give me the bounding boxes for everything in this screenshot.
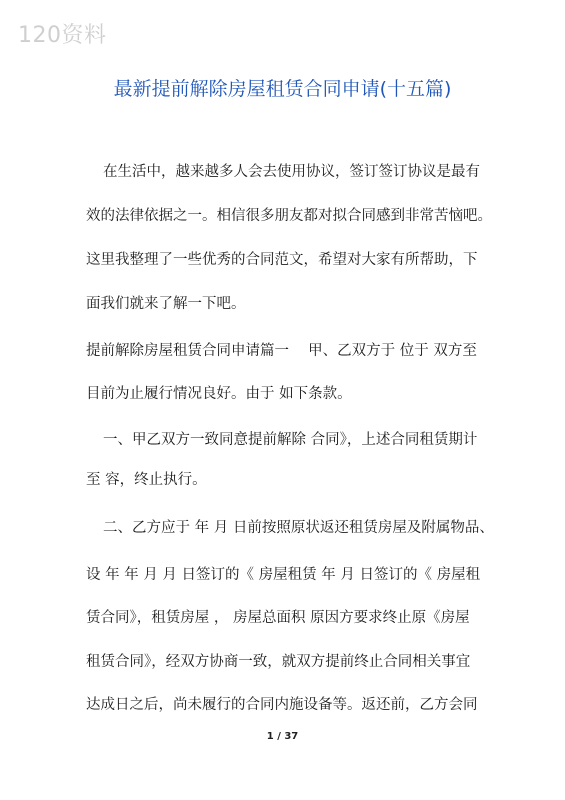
paragraph-line: 达成日之后，尚未履行的合同内施设备等。返还前，乙方会同 — [86, 697, 478, 713]
document-title: 最新提前解除房屋租赁合同申请(十五篇) — [113, 78, 452, 100]
paragraph-line: 二、乙方应于 年 月 日前按照原状返还租赁房屋及附属物品、 — [103, 520, 494, 536]
paragraph-line: 这里我整理了一些优秀的合同范文，希望对大家有所帮助，下 — [86, 252, 478, 268]
page-number: 1 / 37 — [266, 731, 299, 742]
paragraph-line: 效的法律依据之一。相信很多朋友都对拟合同感到非常苦恼吧。 — [86, 208, 492, 224]
paragraph-line: 在生活中，越来越多人会去使用协议，签订签订协议是最有 — [103, 164, 480, 180]
paragraph-line: 目前为止履行情况良好。由于 如下条款。 — [86, 386, 352, 402]
paragraph-line: 租赁合同》，经双方协商一致，就双方提前终止合同相关事宜 — [86, 654, 471, 670]
paragraph-line: 赁合同》，租赁房屋 ， 房屋总面积 原因方要求终止原《房屋 — [86, 610, 470, 626]
paragraph-line: 设 年 年 月 月 日签订的《 房屋租赁 年 月 日签订的《 房屋租 — [86, 567, 481, 583]
paragraph-line: 一、甲乙双方一致同意提前解除 合同》，上述合同租赁期计 — [103, 432, 478, 448]
paragraph-line: 面我们就来了解一下吧。 — [86, 296, 246, 312]
paragraph-line: 至 容，终止执行。 — [86, 472, 207, 488]
paragraph-line: 提前解除房屋租赁合同申请篇一 甲、乙双方于 位于 双方至 — [86, 343, 477, 359]
watermark: 120资料 — [18, 23, 107, 48]
